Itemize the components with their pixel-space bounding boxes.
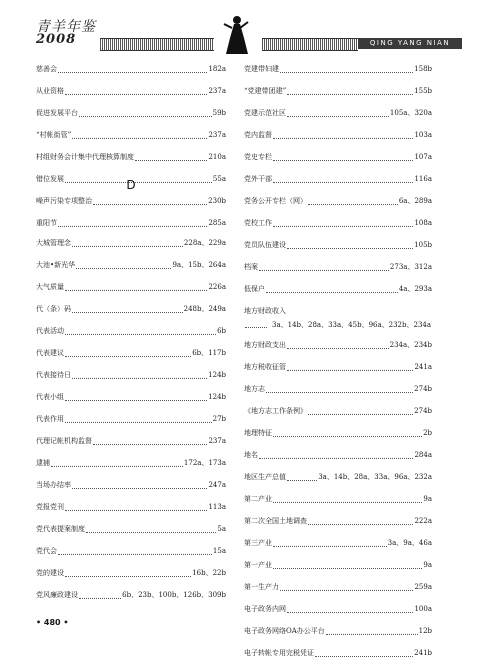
leader-dots (58, 554, 212, 555)
index-pages: 27b (212, 415, 226, 423)
index-continuation (244, 318, 432, 332)
index-entry (244, 234, 432, 256)
index-pages: 284a (414, 451, 432, 459)
index-entry (244, 422, 432, 444)
index-pages: 6a、289a (398, 197, 432, 205)
index-entry (36, 320, 226, 342)
index-entry (36, 254, 226, 276)
index-pages: 9a (423, 495, 432, 503)
leader-dots (65, 356, 191, 357)
index-term: 党员队伍建设 (244, 241, 286, 249)
index-term: 《地方志工作条例》 (244, 407, 307, 415)
leader-dots (51, 466, 183, 467)
index-entry (244, 466, 432, 488)
leader-dots (245, 327, 267, 328)
section-letter: D (126, 178, 136, 192)
leader-dots (280, 72, 413, 73)
index-term: 党史专栏 (244, 153, 272, 161)
leader-dots (79, 116, 212, 117)
leader-dots (65, 94, 207, 95)
index-pages: 9a (423, 561, 432, 569)
index-pages: 12b (418, 627, 432, 635)
leader-dots (65, 576, 191, 577)
index-column-left-d (36, 232, 226, 606)
leader-dots (280, 590, 413, 591)
index-entry (244, 554, 432, 576)
leader-dots (273, 436, 422, 437)
index-entry (244, 532, 432, 554)
index-pages: 172a、173a (183, 459, 226, 467)
index-entry (36, 562, 226, 584)
index-entry (36, 80, 226, 102)
index-term: 党报党刊 (36, 503, 64, 511)
index-pages: 285a (208, 219, 226, 227)
index-column-right (244, 58, 432, 664)
index-entry (244, 256, 432, 278)
index-entry (36, 408, 226, 430)
header-rule-left (100, 38, 214, 51)
leader-dots (287, 248, 413, 249)
index-pages: 155b (414, 87, 432, 95)
index-term: 代表活动 (36, 327, 64, 335)
index-pages: 182a (208, 65, 226, 73)
index-entry (244, 190, 432, 212)
leader-dots (287, 348, 389, 349)
index-pages: 59b (212, 109, 226, 117)
leader-dots (65, 290, 207, 291)
leader-dots (273, 502, 422, 503)
index-pages: 259a (414, 583, 432, 591)
index-term: 代表接待日 (36, 371, 71, 379)
leader-dots (65, 422, 212, 423)
index-term: 党务公开专栏（网） (244, 197, 307, 205)
leader-dots (273, 568, 422, 569)
leader-dots (259, 458, 413, 459)
header-rule-right (262, 38, 358, 51)
index-term: 党代表提案制度 (36, 525, 85, 533)
index-term: 当场办结率 (36, 481, 71, 489)
leader-dots (65, 334, 216, 335)
index-pages: 108a (414, 219, 432, 227)
index-pages: 210a (208, 153, 226, 161)
leader-dots (287, 480, 317, 481)
index-term: 大城管理念 (36, 239, 71, 247)
index-term: 噪声污染专项整治 (36, 197, 92, 205)
index-pages: 237a (208, 131, 226, 139)
index-term: 代（条）码 (36, 305, 71, 313)
index-term: 促进发展平台 (36, 109, 78, 117)
leader-dots (86, 532, 216, 533)
index-entry (244, 378, 432, 400)
index-term: 第三产业 (244, 539, 272, 547)
index-column-left (36, 58, 226, 234)
index-entry (36, 540, 226, 562)
index-entry (36, 58, 226, 80)
index-term: 地区生产总值 (244, 473, 286, 481)
leader-dots (273, 546, 387, 547)
leader-dots (273, 182, 413, 183)
index-term: 大气质量 (36, 283, 64, 291)
leader-dots (76, 268, 171, 269)
leader-dots (308, 414, 413, 415)
index-term: 地理特征 (244, 429, 272, 437)
index-entry (36, 190, 226, 212)
index-entry (36, 452, 226, 474)
index-entry (244, 598, 432, 620)
index-entry (244, 576, 432, 598)
page-header (0, 0, 480, 60)
leader-dots (308, 524, 413, 525)
index-term: 第一产业 (244, 561, 272, 569)
leader-dots (266, 392, 413, 393)
leader-dots (273, 138, 413, 139)
index-entry (36, 276, 226, 298)
index-term: 逮捕 (36, 459, 50, 467)
index-term: 代理记帐机构监督 (36, 437, 92, 445)
leader-dots (273, 226, 413, 227)
leader-dots (65, 510, 207, 511)
index-entry (36, 518, 226, 540)
index-entry (244, 444, 432, 466)
index-entry (36, 386, 226, 408)
index-pages: 237a (208, 87, 226, 95)
index-term: 党风廉政建设 (36, 591, 78, 599)
index-term: 错位发展 (36, 175, 64, 183)
index-entry (36, 342, 226, 364)
index-term: 党建示范社区 (244, 109, 286, 117)
index-entry (244, 510, 432, 532)
index-pages: 226a (208, 283, 226, 291)
index-entry (36, 232, 226, 254)
index-entry (36, 474, 226, 496)
index-entry (244, 146, 432, 168)
dancer-figure-icon (222, 14, 250, 56)
index-entry (36, 298, 226, 320)
index-term: 大池•新光华 (36, 261, 76, 269)
index-entry (36, 584, 226, 606)
index-term: 低保户 (244, 285, 265, 293)
leader-dots (135, 160, 207, 161)
index-term: 代表小组 (36, 393, 64, 401)
index-entry-multiline (244, 300, 432, 334)
yearbook-logo-text: 青羊年鉴 (36, 19, 96, 35)
index-entry (244, 334, 432, 356)
index-pages: 237a (208, 437, 226, 445)
index-entry (244, 642, 432, 664)
index-term: 第二产业 (244, 495, 272, 503)
index-entry (36, 124, 226, 146)
index-entry (244, 356, 432, 378)
index-pages: 3a、9a、46a (387, 539, 432, 547)
index-entry (244, 620, 432, 642)
leader-dots (326, 634, 418, 635)
index-pages: 100a (414, 605, 432, 613)
index-term: 第二次全国土地调查 (244, 517, 307, 525)
index-entry (244, 80, 432, 102)
index-term: 慈善会 (36, 65, 57, 73)
index-entry (244, 400, 432, 422)
index-entry (36, 212, 226, 234)
index-pages: 241b (414, 649, 432, 657)
index-pages: 241a (414, 363, 432, 371)
index-entry (244, 102, 432, 124)
index-term: 党校工作 (244, 219, 272, 227)
index-entry (36, 146, 226, 168)
index-term: 电子政务内网 (244, 605, 286, 613)
leader-dots (287, 116, 389, 117)
index-term: 党内监督 (244, 131, 272, 139)
index-pages: 124b (208, 393, 226, 401)
index-term: 电子政务网络OA办公平台 (244, 627, 325, 635)
index-pages: 16b、22b (192, 569, 226, 577)
index-term: 代表作用 (36, 415, 64, 423)
index-term: 重阳节 (36, 219, 57, 227)
index-term: 党代会 (36, 547, 57, 555)
index-term: 村组财务会计集中代理核算制度 (36, 153, 134, 161)
index-term: 从业资格 (36, 87, 64, 95)
index-entry (36, 102, 226, 124)
index-pages: 5a (217, 525, 226, 533)
index-pages: 274b (414, 407, 432, 415)
header-series-label: QING YANG NIAN JIAN (358, 38, 462, 49)
index-pages: 15a (212, 547, 226, 555)
index-pages: 6b、117b (192, 349, 226, 357)
index-pages: 116a (414, 175, 432, 183)
index-pages: 247a (208, 481, 226, 489)
index-term: 地方财政支出 (244, 341, 286, 349)
index-pages: 6b (217, 327, 226, 335)
index-entry (244, 278, 432, 300)
index-entry (244, 212, 432, 234)
leader-dots (273, 160, 413, 161)
index-term: 党外干部 (244, 175, 272, 183)
leader-dots (93, 204, 207, 205)
index-pages: 273a、312a (389, 263, 432, 271)
index-pages: 105b (414, 241, 432, 249)
index-entry (244, 58, 432, 80)
index-term: “党建带团建” (244, 87, 287, 95)
index-term: 党的建设 (36, 569, 64, 577)
index-pages: 6b、23b、100b、126b、309b (122, 591, 226, 599)
index-pages: 230b (208, 197, 226, 205)
index-term: 档案 (244, 263, 258, 271)
index-pages: 124b (208, 371, 226, 379)
index-term: 党建带妇建 (244, 65, 279, 73)
index-pages: 4a、293a (398, 285, 432, 293)
leader-dots (287, 370, 413, 371)
leader-dots (266, 292, 398, 293)
index-term: 代表建议 (36, 349, 64, 357)
index-term: 地名 (244, 451, 258, 459)
page-number: • 480 • (36, 618, 69, 627)
leader-dots (58, 226, 207, 227)
leader-dots (58, 72, 207, 73)
index-pages: 113a (208, 503, 226, 511)
leader-dots (72, 246, 183, 247)
leader-dots (287, 612, 413, 613)
index-pages: 9a、15b、264a (172, 261, 226, 269)
leader-dots (65, 400, 207, 401)
index-entry (36, 430, 226, 452)
index-term: 地方税收征管 (244, 363, 286, 371)
index-entry (244, 124, 432, 146)
index-term: 地方财政收入 (244, 307, 286, 315)
index-pages: 274b (414, 385, 432, 393)
leader-dots (93, 444, 207, 445)
index-pages: 103a (414, 131, 432, 139)
yearbook-logo-year: 2008 (36, 32, 77, 47)
index-term: 电子转帐专用完税凭证 (244, 649, 314, 657)
leader-dots (287, 94, 413, 95)
index-entry (36, 496, 226, 518)
index-pages: 3a、14b、28a、33a、96a、232a (318, 473, 432, 481)
index-pages: 107a (414, 153, 432, 161)
leader-dots (72, 378, 207, 379)
index-pages: 105a、320a (389, 109, 432, 117)
index-entry (36, 364, 226, 386)
index-entry (244, 168, 432, 190)
index-pages: 3a、14b、28a、33a、45b、96a、232b、234a (272, 321, 432, 329)
index-pages: 158b (414, 65, 432, 73)
leader-dots (315, 656, 413, 657)
index-term: 地方志 (244, 385, 265, 393)
index-pages: 234a、234b (389, 341, 432, 349)
index-pages: 55a (212, 175, 226, 183)
index-term: “村帐街管” (36, 131, 72, 139)
index-pages: 222a (414, 517, 432, 525)
index-entry (244, 488, 432, 510)
leader-dots (308, 204, 398, 205)
leader-dots (72, 138, 207, 139)
leader-dots (79, 598, 121, 599)
index-pages: 248b、249a (183, 305, 226, 313)
leader-dots (72, 312, 183, 313)
index-term: 第一生产力 (244, 583, 279, 591)
index-pages: 228a、229a (183, 239, 226, 247)
leader-dots (72, 488, 207, 489)
index-pages: 2b (423, 429, 432, 437)
leader-dots (259, 270, 389, 271)
